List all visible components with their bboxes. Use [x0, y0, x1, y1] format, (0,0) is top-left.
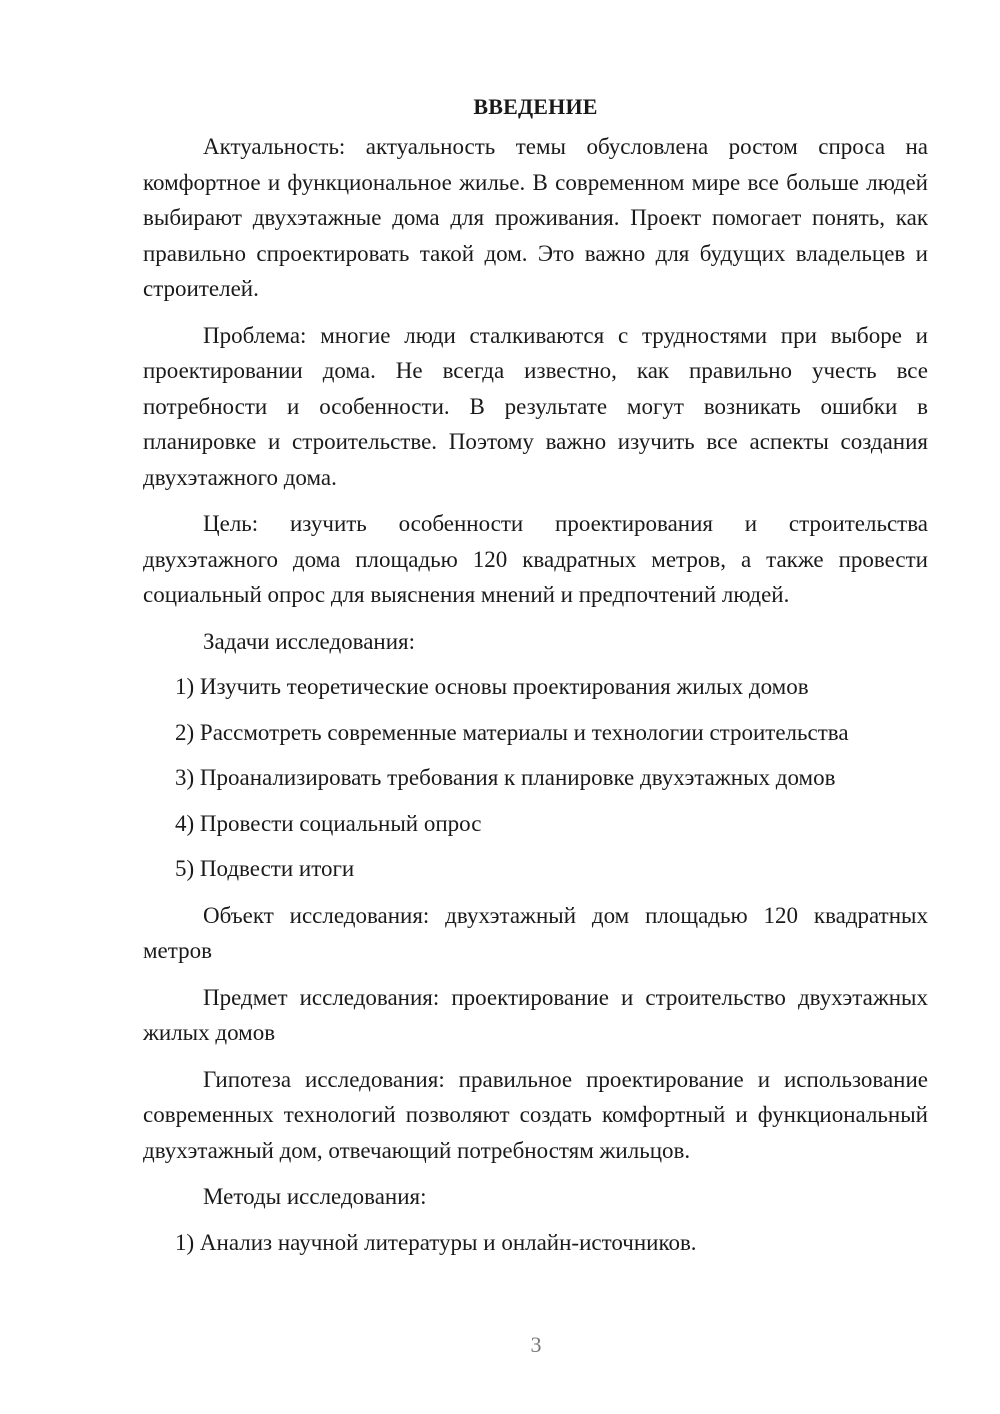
- relevance-paragraph: Актуальность: актуальность темы обусловлена ростом спроса на комфортное и функциональное жилье. В современном мире все больше людей выбирают двухэтажные дома для проживания. Проект помогает понять, как правильно спроектировать такой дом. Это важно для будущих владельцев и строителей.: [143, 134, 928, 301]
- methods-heading: Методы исследования:: [203, 1184, 427, 1209]
- subject-paragraph: Предмет исследования: проектирование и строительство двухэтажных жилых домов: [143, 984, 928, 1045]
- list-item: 1) Изучить теоретические основы проектирования жилых домов: [175, 674, 809, 699]
- hypothesis-paragraph: Гипотеза исследования: правильное проектирование и использование современных технологий позволяют создать комфортный и функциональный двухэтажный дом, отвечающий потребностям жильцов.: [143, 1066, 928, 1163]
- list-item: 2) Рассмотреть современные материалы и технологии строительства: [175, 719, 849, 745]
- page-title: ВВЕДЕНИЕ: [473, 94, 598, 119]
- methods-list: [143, 1225, 928, 1261]
- list-item: 5) Подвести итоги: [175, 856, 355, 881]
- list-item: 1) Анализ научной литературы и онлайн-источников.: [175, 1229, 697, 1255]
- page-number: 3: [530, 1332, 542, 1357]
- document-body: [143, 92, 928, 1260]
- object-paragraph: Объект исследования: двухэтажный дом площадью 120 квадратных метров: [143, 902, 928, 963]
- list-item: 3) Проанализировать требования к планировке двухэтажных домов: [175, 765, 836, 790]
- tasks-list: [143, 669, 928, 887]
- goal-paragraph: Цель: изучить особенности проектирования и строительства двухэтажного дома площадью 120 квадратных метров, а также провести социальный опрос для выяснения мнений и предпочтений людей.: [143, 511, 928, 607]
- problem-paragraph: Проблема: многие люди сталкиваются с трудностями при выборе и проектировании дома. Не всегда известно, как правильно учесть все потребности и особенности. В результате могут возникать ошибки в планировке и строительстве. Поэтому важно изучить все аспекты создания двухэтажного дома.: [143, 322, 928, 490]
- tasks-heading: Задачи исследования:: [203, 628, 416, 654]
- list-item: 4) Провести социальный опрос: [175, 810, 482, 836]
